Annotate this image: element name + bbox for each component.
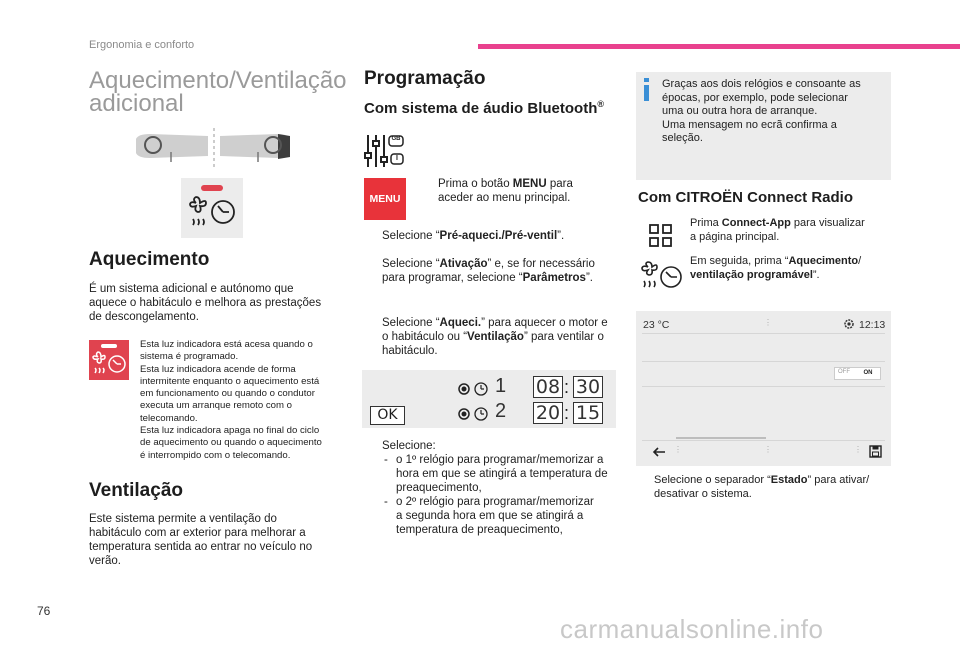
clock-1-minutes[interactable]: 30	[573, 376, 603, 398]
clock-1-hours[interactable]: 08	[533, 376, 563, 398]
watermark: carmanualsonline.info	[560, 614, 824, 644]
clock-2-hours[interactable]: 20	[533, 402, 563, 424]
clock-1-select-icon[interactable]	[458, 380, 494, 398]
connect-radio-heading: Com CITROËN Connect Radio	[638, 189, 854, 206]
step-select-status-tab: Selecione o separador “Estado” para ativar/ desativar o sistema.	[654, 474, 870, 500]
indicator-icon-small	[89, 340, 129, 380]
toggle-off-label: OFF	[838, 369, 850, 375]
select-item-2: - o 2º relógio para programar/memorizar a segunda hora em que se atingirá a temperatura de preaquecimento,	[384, 496, 594, 536]
step-select-preheat: Selecione “Pré-aqueci./Pré-ventil”.	[382, 230, 565, 242]
connect-app-step: Prima Connect-App para visualizar a página principal.	[690, 217, 865, 243]
red-indicator-light	[201, 185, 223, 191]
ok-button[interactable]: OK	[370, 406, 405, 425]
connect-app-grid-icon[interactable]	[648, 223, 674, 249]
heating-heading: Aquecimento	[89, 249, 210, 270]
save-icon[interactable]	[869, 445, 883, 459]
programming-heading: Programação	[364, 68, 486, 89]
touchscreen-mockup: 23 °C ⋮ 12:13 OFF ON ⋮ ⋮ ⋮	[636, 311, 891, 466]
info-note-text: Graças aos dois relógios e consoante as épocas, por exemplo, pode selecionar uma ou outra hora de arranque. Uma mensagem no ecrã confirma a seleção.	[662, 78, 861, 144]
step-press-menu: Prima o botão MENU para aceder ao menu principal.	[438, 178, 573, 204]
back-arrow-icon[interactable]	[651, 446, 667, 458]
info-note-box	[636, 72, 891, 180]
heater-indicator-panel	[181, 178, 243, 238]
screen-settings-icon[interactable]	[843, 318, 855, 330]
page-number: 76	[37, 604, 51, 618]
clock-programming-panel	[362, 370, 616, 428]
clock-2-select-icon[interactable]	[458, 405, 494, 423]
ventilation-heading: Ventilação	[89, 480, 183, 501]
car-top-view-illustration	[128, 128, 298, 170]
step-select-activation: Selecione “Ativação” e, se for necessário para programar, selecione “Parâmetros”.	[382, 258, 595, 284]
fan-clock-icon-small	[92, 350, 128, 378]
section-label: Ergonomia e conforto	[89, 39, 195, 51]
indicator-description: Esta luz indicadora está acesa quando o sistema é programado. Esta luz indicadora acende de forma intermitente enquanto o aquecimento está em funcionamento ou quando o condutor executa um arranque remoto com o telecomando. Esta luz indicadora apaga no final do ciclo de aquecimento ou quando o aquecimento é interrompido com o telecomando.	[140, 339, 322, 461]
ventilation-description: Este sistema permite a ventilação do habitáculo com ar exterior para melhorar a temperatura sentida ao entrar no veículo no verão.	[89, 513, 313, 567]
radio-badge-bottom: I	[396, 155, 398, 162]
select-item-1: - o 1º relógio para programar/memorizar a hora em que se atingirá a temperatura de preaquecimento,	[384, 454, 608, 494]
bluetooth-subheading: Com sistema de áudio Bluetooth®	[364, 99, 604, 117]
info-icon	[644, 78, 649, 102]
heating-description: É um sistema adicional e autónomo que aquece o habitáculo e melhora as prestações de descongelamento.	[89, 283, 322, 323]
programmable-heating-step: Em seguida, prima “Aquecimento/ ventilação programável”.	[690, 255, 862, 281]
radio-badge-top: GB	[391, 136, 401, 142]
select-clock-list: Selecione: - o 1º relógio para programar/memorizar a hora em que se atingirá a temperatura de preaquecimento, - o 2º relógio para programar/memorizar a segunda hora em que se atingirá a temperatura de preaquecimento,	[364, 439, 616, 537]
status-toggle[interactable]	[834, 367, 881, 380]
clock-1-number: 1	[495, 375, 507, 397]
fan-clock-icon	[188, 194, 238, 234]
section-accent-bar	[478, 44, 960, 49]
toggle-on-label: ON	[863, 370, 873, 376]
programmable-heating-icon[interactable]	[640, 260, 684, 292]
clock-2-number: 2	[495, 400, 507, 422]
tab-indicator	[676, 437, 766, 439]
page-title: Aquecimento/Ventilação adicional	[89, 67, 347, 117]
screen-temperature: 23 °C	[643, 319, 670, 331]
clock-2-minutes[interactable]: 15	[573, 402, 603, 424]
clock-2-separator: :	[564, 403, 570, 423]
screen-time: 12:13	[859, 319, 886, 331]
clock-1-separator: :	[564, 377, 570, 397]
menu-button[interactable]: MENU	[364, 178, 406, 220]
step-select-mode: Selecione “Aqueci.” para aquecer o motor e o habitáculo ou “Ventilação” para ventilar o habitáculo.	[382, 317, 608, 357]
